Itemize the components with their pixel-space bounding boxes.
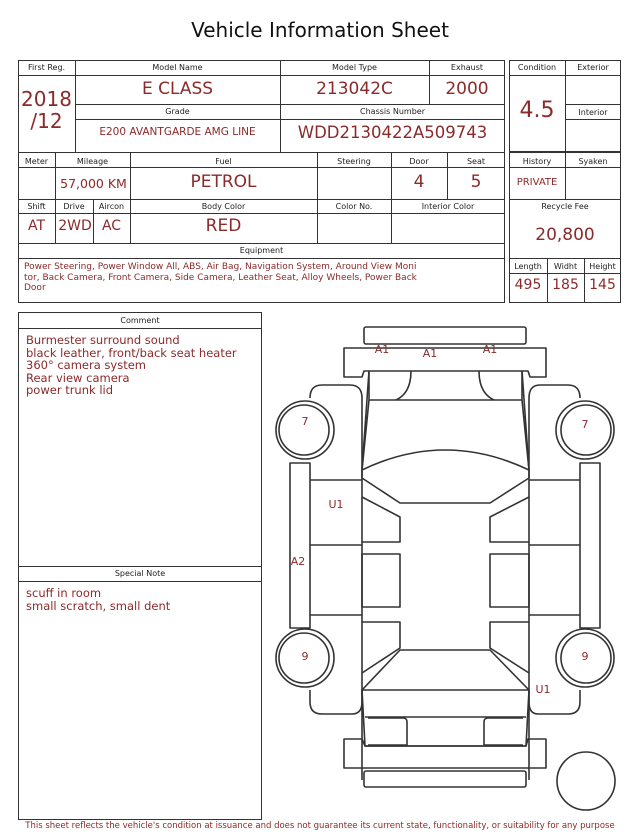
- grade-value: E200 AVANTGARDE AMG LINE: [99, 126, 256, 138]
- height-label: Height: [589, 262, 616, 271]
- right-taillight: [484, 718, 523, 745]
- special-note-line: scuff in room: [26, 586, 102, 600]
- divider: [18, 213, 505, 214]
- rear-bumper-strip: [364, 771, 526, 787]
- grade-label: Grade: [165, 107, 190, 116]
- special-note-line: small scratch, small dent: [26, 598, 171, 613]
- body-color-value: RED: [205, 216, 242, 236]
- left-rear-fender: [310, 690, 362, 714]
- syaken-label: Syaken: [578, 157, 608, 166]
- left-rear-window: [362, 554, 400, 607]
- divider: [18, 258, 505, 259]
- steering-label: Steering: [337, 157, 371, 166]
- model-name-value: E CLASS: [141, 79, 214, 99]
- damage-mark: U1: [535, 683, 551, 696]
- length-value: 495: [514, 277, 542, 293]
- special-note-text: [26, 587, 258, 612]
- height-value: 145: [589, 277, 616, 293]
- divider: [18, 75, 505, 76]
- comment-line: Burmester surround sound: [26, 333, 180, 347]
- equipment-label: Equipment: [239, 246, 284, 255]
- body-color-label: Body Color: [201, 202, 246, 211]
- divider: [75, 60, 76, 152]
- left-sill: [290, 463, 310, 628]
- left-quarter-window: [362, 622, 400, 673]
- right-front-fender: [529, 385, 580, 470]
- divider: [565, 60, 566, 152]
- meter-label: Meter: [24, 157, 49, 166]
- equipment-line: tor, Back Camera, Front Camera, Side Camera, Leather Seat, Alloy Wheels, Power Back: [24, 272, 417, 283]
- right-side-panels: [529, 480, 580, 615]
- divider: [75, 119, 505, 120]
- divider: [18, 152, 505, 153]
- divider: [509, 258, 621, 259]
- condition-value: 4.5: [519, 98, 555, 123]
- divider: [18, 581, 262, 582]
- comment-line: 360° camera system: [26, 358, 147, 372]
- aircon-value: AC: [101, 218, 122, 234]
- right-sill: [580, 463, 600, 628]
- damage-mark: A1: [374, 343, 390, 356]
- rear-bumper: [344, 739, 546, 768]
- damage-mark: 9: [581, 650, 589, 663]
- exhaust-value: 2000: [445, 79, 489, 99]
- width-label: Widht: [553, 262, 578, 271]
- exhaust-label: Exhaust: [450, 63, 484, 72]
- equipment-line: Door: [24, 283, 46, 293]
- length-label: Length: [514, 262, 542, 271]
- divider: [565, 119, 621, 120]
- right-headlight: [479, 371, 494, 400]
- divider: [75, 104, 505, 105]
- comment-line: power trunk lid: [26, 383, 114, 397]
- right-quarter-window: [490, 622, 529, 673]
- shift-value: AT: [27, 218, 46, 234]
- right-front-window: [490, 497, 529, 542]
- divider: [18, 566, 262, 567]
- damage-mark: 9: [301, 650, 309, 663]
- door-label: Door: [409, 157, 429, 166]
- comment-line: Rear view camera: [26, 370, 130, 385]
- mileage-value: 57,000 KM: [60, 176, 127, 191]
- drive-label: Drive: [63, 202, 85, 211]
- hood: [369, 371, 522, 400]
- left-headlight: [396, 371, 411, 400]
- fuel-value: PETROL: [190, 172, 257, 192]
- left-front-fender: [310, 385, 362, 470]
- divider: [18, 167, 505, 168]
- model-name-label: Model Name: [152, 63, 203, 72]
- front-bumper-strip: [364, 327, 526, 344]
- damage-mark: 7: [581, 418, 589, 431]
- spare-tire: [557, 752, 615, 810]
- divider: [509, 273, 621, 274]
- seat-value: 5: [470, 172, 482, 192]
- divider: [18, 243, 505, 244]
- comment-label: Comment: [120, 316, 160, 325]
- interior-label: Interior: [578, 108, 608, 117]
- first-reg-label: First Reg.: [27, 63, 66, 72]
- damage-mark: A1: [422, 347, 438, 360]
- divider: [565, 104, 621, 105]
- history-value: PRIVATE: [516, 177, 558, 188]
- divider: [18, 199, 505, 200]
- divider: [509, 199, 621, 200]
- first-reg-month: /12: [30, 109, 63, 133]
- windshield: [362, 450, 529, 503]
- shift-label: Shift: [27, 202, 46, 211]
- comment-text: [26, 334, 258, 397]
- color-no-label: Color No.: [335, 202, 373, 211]
- seat-label: Seat: [466, 157, 486, 166]
- damage-mark: A1: [482, 343, 498, 356]
- model-type-label: Model Type: [332, 63, 377, 72]
- special-note-label: Special Note: [114, 569, 166, 578]
- chassis-number-label: Chassis Number: [360, 107, 425, 116]
- car-damage-diagram: [270, 320, 640, 820]
- recycle-fee-value: 20,800: [535, 225, 595, 245]
- recycle-fee-label: Recycle Fee: [541, 202, 589, 211]
- comment-line: black leather, front/back seat heater: [26, 345, 237, 360]
- left-front-window: [362, 497, 400, 542]
- disclaimer-footer: This sheet reflects the vehicle's condition at issuance and does not guarantee its current state, functionality, or suitability for any purpose: [25, 821, 615, 831]
- page-title: Vehicle Information Sheet: [191, 18, 449, 42]
- left-taillight: [368, 718, 407, 745]
- drive-value: 2WD: [58, 218, 92, 234]
- history-label: History: [522, 157, 552, 166]
- mileage-label: Mileage: [76, 157, 109, 166]
- interior-color-label: Interior Color: [421, 202, 475, 211]
- condition-label: Condition: [517, 63, 557, 72]
- damage-mark: 7: [301, 415, 309, 428]
- front-left-wheel: [276, 401, 334, 459]
- first-reg-year: 2018: [21, 87, 72, 111]
- right-rear-window: [490, 554, 529, 607]
- equipment-line: Power Steering, Power Window All, ABS, Air Bag, Navigation System, Around View Moni: [24, 262, 417, 272]
- exterior-label: Exterior: [577, 63, 609, 72]
- divider: [18, 328, 262, 329]
- damage-mark: A2: [290, 555, 306, 568]
- aircon-label: Aircon: [98, 202, 125, 211]
- width-value: 185: [552, 277, 579, 293]
- damage-mark: U1: [328, 498, 344, 511]
- equipment-list: [24, 262, 504, 294]
- chassis-number-value: WDD2130422A509743: [297, 123, 488, 142]
- model-type-value: 213042C: [316, 79, 393, 99]
- fuel-label: Fuel: [215, 157, 232, 166]
- door-value: 4: [413, 172, 425, 192]
